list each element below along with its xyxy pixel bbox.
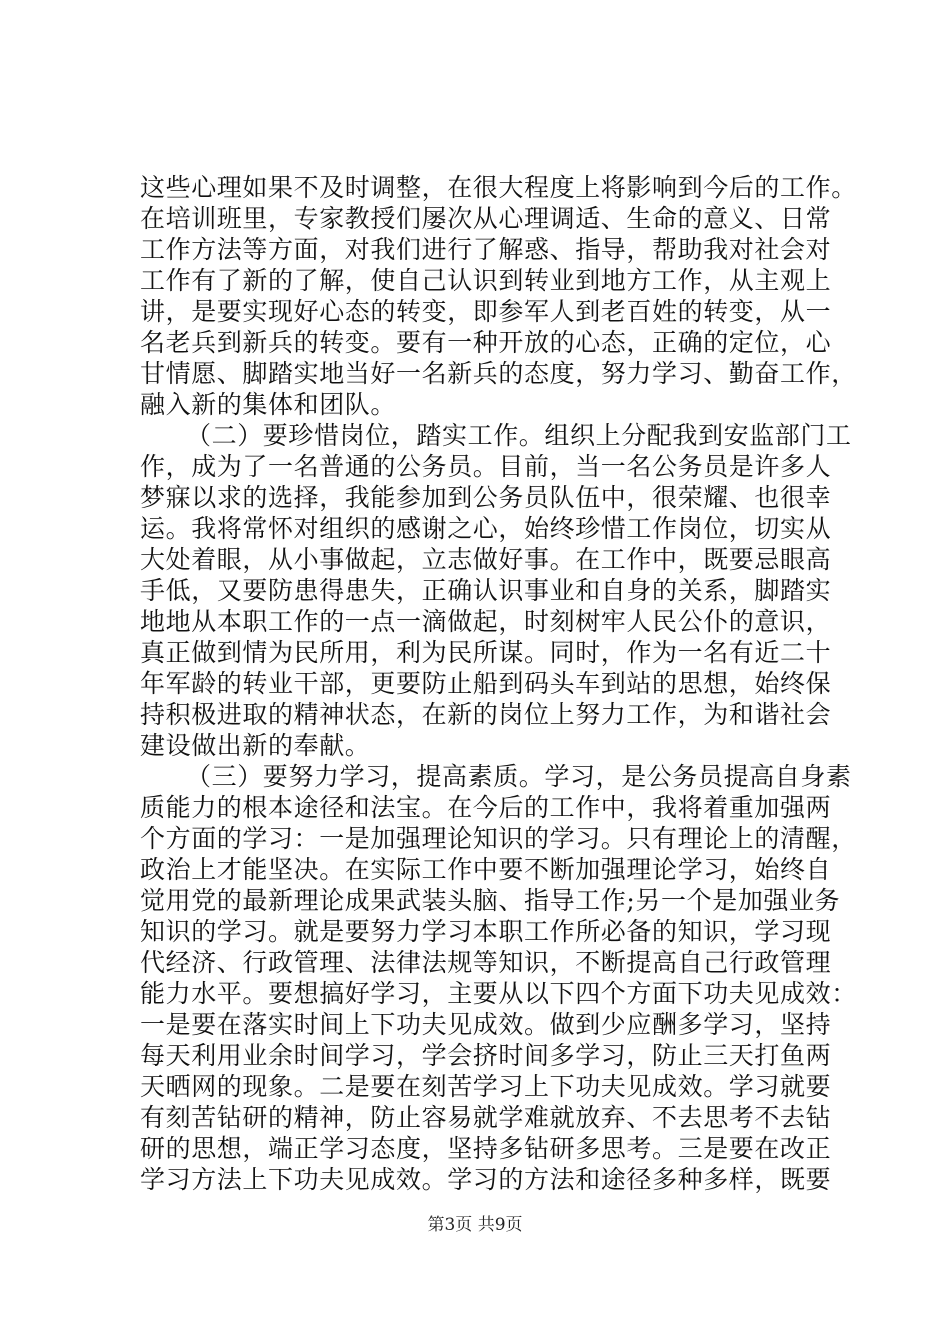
page-number: 第3页 共9页 xyxy=(427,1215,523,1235)
text-line: 工作方法等方面，对我们进行了解惑、指导，帮助我对社会对 xyxy=(140,235,832,264)
text-line: 有刻苦钻研的精神，防止容易就学难就放弃、不去思考不去钻 xyxy=(140,1103,832,1132)
text-line: 觉用党的最新理论成果武装头脑、指导工作;另一个是加强业务 xyxy=(140,886,841,915)
text-line: 天晒网的现象。二是要在刻苦学习上下功夫见成效。学习就要 xyxy=(140,1072,832,1101)
text-line: 这些心理如果不及时调整，在很大程度上将影响到今后的工作。 xyxy=(140,173,857,202)
text-line: 地地从本职工作的一点一滴做起，时刻树牢人民公仆的意识， xyxy=(140,607,832,636)
text-line: 在培训班里，专家教授们屡次从心理调适、生命的意义、日常 xyxy=(140,204,832,233)
text-line: 学习方法上下功夫见成效。学习的方法和途径多种多样，既要 xyxy=(140,1165,832,1194)
page-footer xyxy=(0,1214,950,1236)
text-line: 年军龄的转业干部，更要防止船到码头车到站的思想，始终保 xyxy=(140,669,832,698)
text-line: 工作有了新的了解，使自己认识到转业到地方工作，从主观上 xyxy=(140,266,832,295)
paragraph-heading-line: （二）要珍惜岗位，踏实工作。组织上分配我到安监部门工 xyxy=(186,421,852,450)
text-line: 甘情愿、脚踏实地当好一名新兵的态度，努力学习、勤奋工作， xyxy=(140,359,857,388)
text-line: 大处着眼，从小事做起，立志做好事。在工作中，既要忌眼高 xyxy=(140,545,832,574)
text-line: 持积极进取的精神状态，在新的岗位上努力工作，为和谐社会 xyxy=(140,700,832,729)
text-line: 作，成为了一名普通的公务员。目前，当一名公务员是许多人 xyxy=(140,452,832,481)
text-line: 讲，是要实现好心态的转变，即参军人到老百姓的转变，从一 xyxy=(140,297,832,326)
text-line: 真正做到情为民所用，利为民所谋。同时，作为一名有近二十 xyxy=(140,638,832,667)
paragraph-heading-line: （三）要努力学习，提高素质。学习，是公务员提高自身素 xyxy=(186,762,852,791)
text-line: 知识的学习。就是要努力学习本职工作所必备的知识，学习现 xyxy=(140,917,832,946)
text-line: 一是要在落实时间上下功夫见成效。做到少应酬多学习，坚持 xyxy=(140,1010,832,1039)
text-line: 融入新的集体和团队。 xyxy=(140,390,397,419)
text-line: 手低，又要防患得患失，正确认识事业和自身的关系，脚踏实 xyxy=(140,576,832,605)
text-line: 名老兵到新兵的转变。要有一种开放的心态，正确的定位，心 xyxy=(140,328,832,357)
text-line: 研的思想，端正学习态度，坚持多钻研多思考。三是要在改正 xyxy=(140,1134,832,1163)
text-line: 运。我将常怀对组织的感谢之心，始终珍惜工作岗位，切实从 xyxy=(140,514,832,543)
text-line: 政治上才能坚决。在实际工作中要不断加强理论学习，始终自 xyxy=(140,855,832,884)
text-line: 建设做出新的奉献。 xyxy=(140,731,371,760)
text-line: 个方面的学习：一是加强理论知识的学习。只有理论上的清醒， xyxy=(140,824,857,853)
text-line: 代经济、行政管理、法律法规等知识，不断提高自己行政管理 xyxy=(140,948,832,977)
body-text xyxy=(140,172,857,1195)
text-line: 质能力的根本途径和法宝。在今后的工作中，我将着重加强两 xyxy=(140,793,832,822)
text-line: 能力水平。要想搞好学习，主要从以下四个方面下功夫见成效： xyxy=(140,979,857,1008)
text-line: 梦寐以求的选择，我能参加到公务员队伍中，很荣耀、也很幸 xyxy=(140,483,832,512)
text-line: 每天利用业余时间学习，学会挤时间多学习，防止三天打鱼两 xyxy=(140,1041,832,1070)
